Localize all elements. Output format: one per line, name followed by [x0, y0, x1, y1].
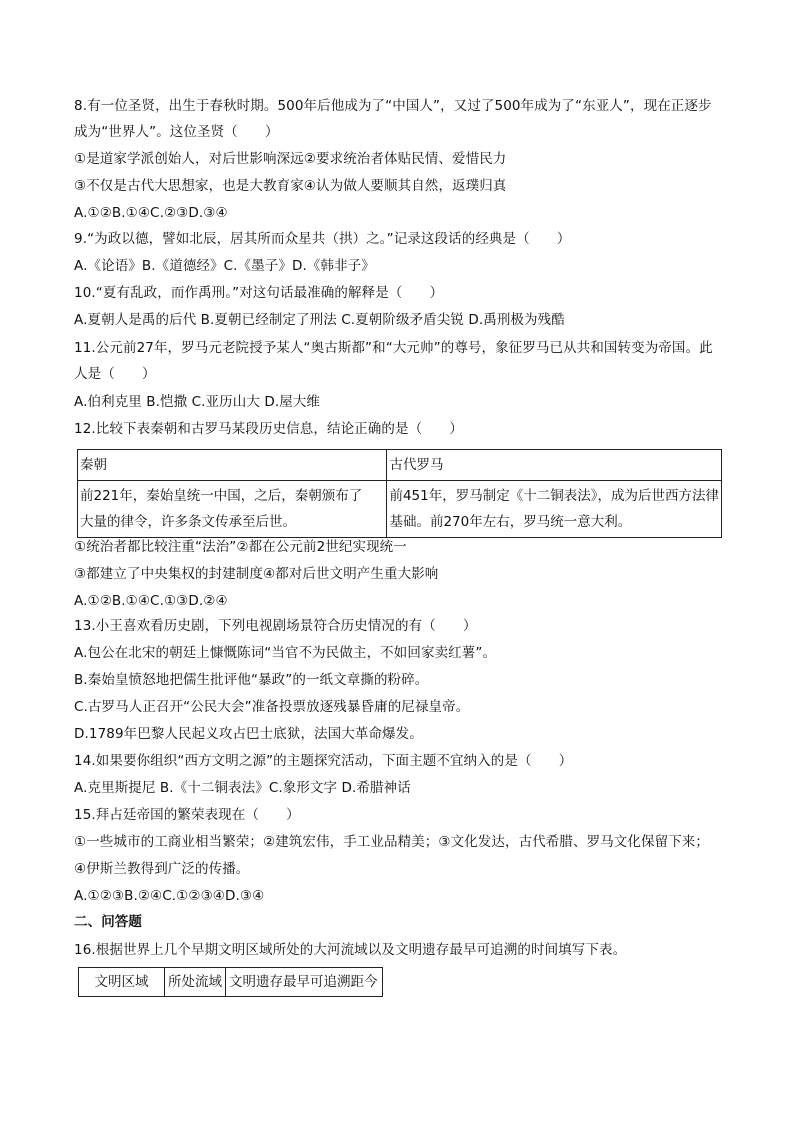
q13-option-a: A.包公在北宋的朝廷上慷慨陈词“当官不为民做主，不如回家卖红薯”。: [74, 645, 497, 661]
q13-option-c: C.古罗马人正召开“公民大会”准备投票放逐残暴昏庸的尼禄皇帝。: [74, 699, 470, 715]
q12-option-line1: ①统治者都比较注重“法治”②都在公元前2世纪实现统一: [74, 539, 407, 555]
q11-choices: A.伯利克里 B.恺撒 C.亚历山大 D.屋大维: [74, 394, 321, 410]
q8-option-line1: ①是道家学派创始人，对后世影响深远②要求统治者体贴民情、爱惜民力: [74, 151, 507, 167]
q8-choices: A.①②B.①④C.②③D.③④: [74, 205, 228, 221]
q14-stem: 14.如果要你组织“西方文明之源”的主题探究活动，下面主题不宜纳入的是（ ）: [74, 753, 573, 769]
table-cell-rome-line2: 基础。前270年左右，罗马统一意大利。: [389, 514, 632, 530]
q10-choices: A.夏朝人是禹的后代 B.夏朝已经制定了刑法 C.夏朝阶级矛盾尖锐 D.禹刑极为残酷: [74, 312, 565, 328]
q15-stem: 15.拜占廷帝国的繁荣表现在（ ）: [74, 807, 300, 823]
table-cell-rome-line1: 前451年，罗马制定《十二铜表法》，成为后世西方法律: [389, 488, 719, 504]
q13-option-d: D.1789年巴黎人民起义攻占巴士底狱，法国大革命爆发。: [74, 726, 423, 742]
q11-stem-line1: 11.公元前27年，罗马元老院授予某人“奥古斯都”和“大元帅”的尊号，象征罗马已从共和国转变为帝国。此: [74, 340, 713, 356]
table-cell-rome: [387, 481, 722, 538]
q9-choices: A.《论语》B.《道德经》C.《墨子》D.《韩非子》: [74, 258, 375, 274]
section-heading: 二、问答题: [74, 914, 142, 930]
table-header-rome: 古代罗马: [387, 450, 722, 481]
table-header-qin: 秦朝: [78, 450, 387, 481]
q12-choices: A.①②B.①④C.①③D.②④: [74, 593, 228, 609]
table-header-region: 文明区域: [79, 968, 165, 997]
table-cell-qin-line1: 前221年，秦始皇统一中国，之后，秦朝颁布了: [80, 488, 363, 504]
q15-choices: A.①②③B.②④C.①②③④D.③④: [74, 888, 265, 904]
q8-stem-line1: 8.有一位圣贤，出生于春秋时期。500年后他成为了“中国人”，又过了500年成为了“东亚人”，现在正逐步: [74, 98, 712, 114]
table-header-earliest-date: 文明遗存最早可追溯距今: [226, 968, 383, 997]
q16-stem: 16.根据世界上几个早期文明区域所处的大河流域以及文明遗存最早可追溯的时间填写下表。: [74, 942, 627, 958]
table-header-river: 所处流域: [165, 968, 226, 997]
q16-answer-table: [78, 967, 383, 997]
q15-option-line1: ①一些城市的工商业相当繁荣；②建筑宏伟，手工业品精美；③文化发达，古代希腊、罗马文化保留下来；: [74, 834, 710, 850]
q13-option-b: B.秦始皇愤怒地把儒生批评他“暴政”的一纸文章撕的粉碎。: [74, 672, 429, 688]
q9-stem: 9.“为政以德，譬如北辰，居其所而众星共（拱）之。”记录这段话的经典是（ ）: [74, 231, 571, 247]
q11-stem-line2: 人是（ ）: [74, 366, 156, 382]
q12-option-line2: ③都建立了中央集权的封建制度④都对后世文明产生重大影响: [74, 566, 439, 582]
q12-comparison-table: [77, 449, 722, 538]
q14-choices: A.克里斯提尼 B.《十二铜表法》C.象形文字 D.希腊神话: [74, 780, 411, 796]
q10-stem: 10.“夏有乱政，而作禹刑。”对这句话最准确的解释是（ ）: [74, 285, 444, 301]
q15-option-line2: ④伊斯兰教得到广泛的传播。: [74, 861, 250, 877]
table-header-row: [79, 968, 383, 997]
table-cell-qin: [78, 481, 387, 538]
q12-stem: 12.比较下表秦朝和古罗马某段历史信息，结论正确的是（ ）: [74, 421, 463, 437]
q8-stem-line2: 成为“世界人”。这位圣贤（ ）: [74, 124, 279, 140]
table-header-row: [78, 450, 722, 481]
table-row: [78, 481, 722, 538]
q13-stem: 13.小王喜欢看历史剧，下列电视剧场景符合历史情况的有（ ）: [74, 618, 477, 634]
table-cell-qin-line2: 大量的律令，许多条文传承至后世。: [80, 514, 296, 530]
q8-option-line2: ③不仅是古代大思想家，也是大教育家④认为做人要顺其自然，返璞归真: [74, 178, 507, 194]
